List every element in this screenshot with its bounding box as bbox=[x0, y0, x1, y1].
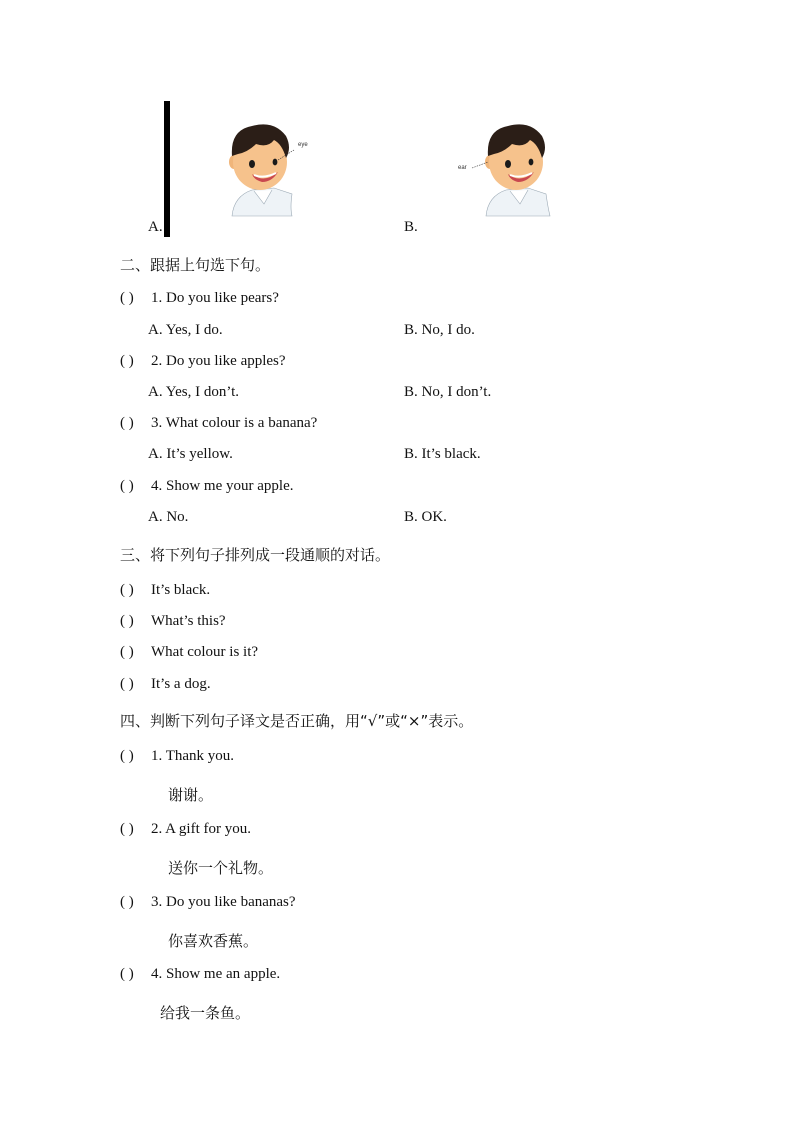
section4-title: 四、判断下列句子译文是否正确，用“√”或“×”表示。 bbox=[120, 712, 474, 730]
answer-blank[interactable]: ( ) bbox=[120, 644, 134, 660]
option-b: B. No, I do. bbox=[404, 322, 475, 338]
answer-blank[interactable]: ( ) bbox=[120, 415, 134, 431]
section3-title: 三、将下列句子排列成一段通顺的对话。 bbox=[120, 546, 391, 564]
boy-ear-image bbox=[452, 118, 562, 218]
option-a: A. Yes, I do. bbox=[148, 322, 223, 338]
chinese-translation: 你喜欢香蕉。 bbox=[168, 932, 259, 950]
question-text: 3. What colour is a banana? bbox=[151, 415, 318, 431]
chinese-translation: 给我一条鱼。 bbox=[160, 1004, 251, 1022]
eye-annotation: eye bbox=[298, 142, 308, 148]
english-sentence: 4. Show me an apple. bbox=[151, 966, 281, 982]
answer-blank[interactable]: ( ) bbox=[120, 582, 134, 598]
english-sentence: 2. A gift for you. bbox=[151, 821, 251, 837]
question-text: 2. Do you like apples? bbox=[151, 353, 286, 369]
section2-title: 二、跟据上句选下句。 bbox=[120, 256, 271, 274]
answer-blank[interactable]: ( ) bbox=[120, 748, 134, 764]
answer-blank[interactable]: ( ) bbox=[120, 290, 134, 306]
question-text: 1. Do you like pears? bbox=[151, 290, 279, 306]
answer-blank[interactable]: ( ) bbox=[120, 613, 134, 629]
option-b: B. OK. bbox=[404, 509, 447, 525]
option-b: B. No, I don’t. bbox=[404, 384, 492, 400]
english-sentence: 1. Thank you. bbox=[151, 748, 235, 764]
option-a-label: A. bbox=[148, 219, 163, 235]
black-bar-divider bbox=[164, 101, 170, 237]
answer-blank[interactable]: ( ) bbox=[120, 478, 134, 494]
answer-blank[interactable]: ( ) bbox=[120, 894, 134, 910]
answer-blank[interactable]: ( ) bbox=[120, 966, 134, 982]
answer-blank[interactable]: ( ) bbox=[120, 821, 134, 837]
chinese-translation: 送你一个礼物。 bbox=[168, 859, 274, 877]
english-sentence: 3. Do you like bananas? bbox=[151, 894, 296, 910]
boy-eye-image bbox=[222, 118, 332, 218]
answer-blank[interactable]: ( ) bbox=[120, 353, 134, 369]
sentence-text: What colour is it? bbox=[151, 644, 259, 660]
ear-annotation: ear bbox=[458, 165, 467, 171]
option-a: A. It’s yellow. bbox=[148, 446, 233, 462]
answer-blank[interactable]: ( ) bbox=[120, 676, 134, 692]
question-text: 4. Show me your apple. bbox=[151, 478, 294, 494]
sentence-text: It’s black. bbox=[151, 582, 211, 598]
option-b: B. It’s black. bbox=[404, 446, 481, 462]
option-a: A. No. bbox=[148, 509, 189, 525]
sentence-text: It’s a dog. bbox=[151, 676, 211, 692]
sentence-text: What’s this? bbox=[151, 613, 226, 629]
chinese-translation: 谢谢。 bbox=[168, 786, 214, 804]
option-b-label: B. bbox=[404, 219, 418, 235]
option-a: A. Yes, I don’t. bbox=[148, 384, 239, 400]
